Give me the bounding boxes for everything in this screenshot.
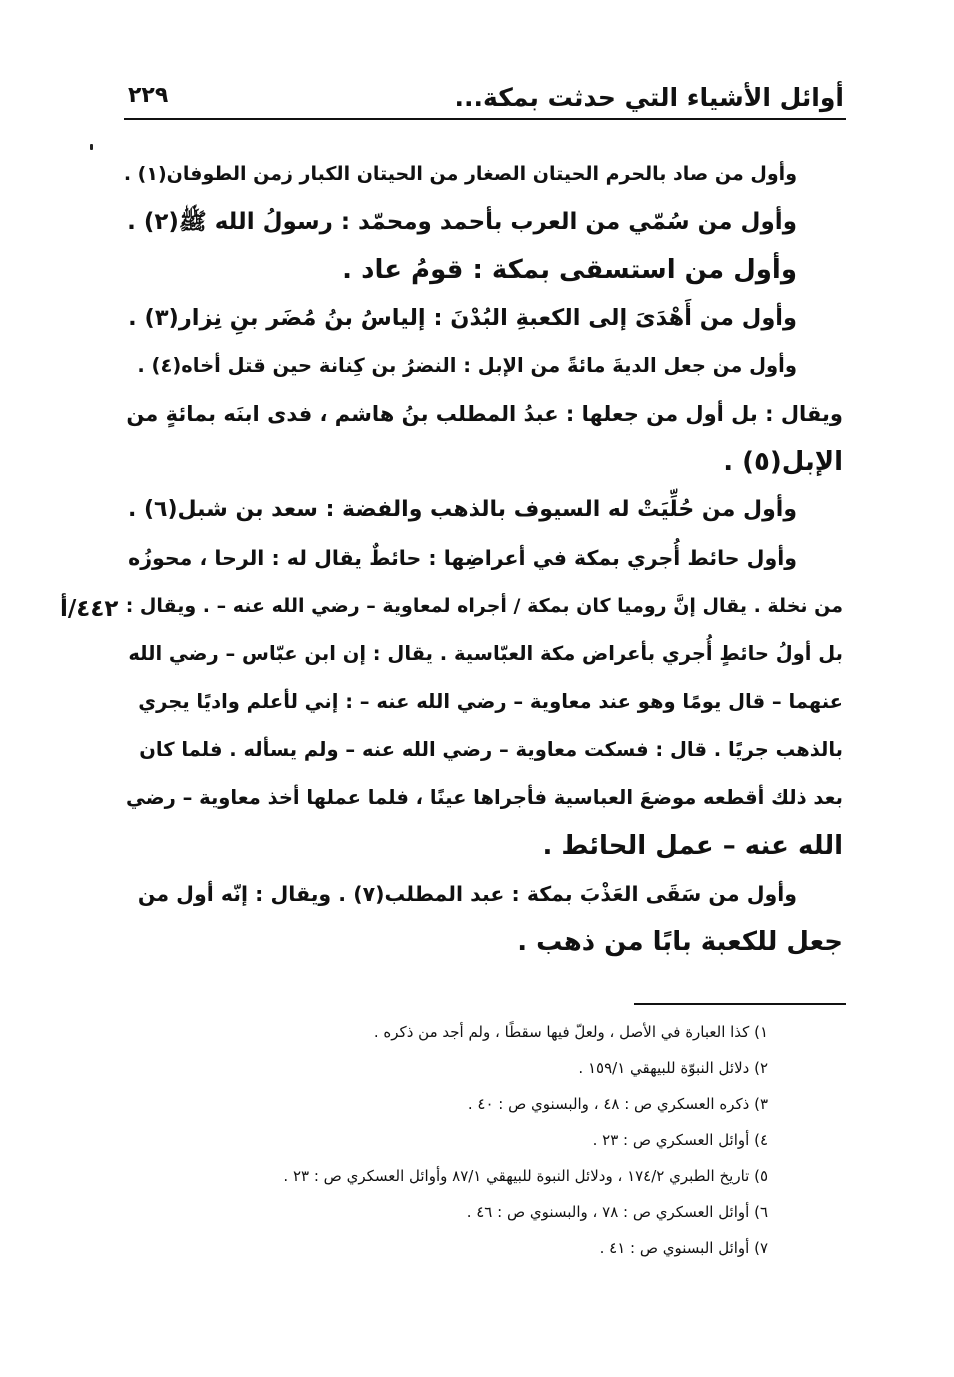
text-line: ويقال : بل أول من جعلها : عبدُ المطلب بنُ هاشم ، فدى ابنَه بمائةٍ من (126, 402, 843, 426)
footnote: ٢) دلائل النبوّة للبيهقي ١٥٩/١ . (578, 1059, 768, 1077)
running-header (124, 74, 846, 120)
running-title: أوائل الأشياء التي حدثت بمكة... (454, 83, 844, 112)
text-line: وأول من سَقَى العَذْبَ بمكة : عبد المطلب(٧) . ويقال : إنّه أول من (137, 882, 797, 906)
text-line: عنهما – قال يومًا وهو عند معاوية – رضي الله عنه – : إني لأعلم واديًا يجري (138, 690, 843, 713)
text-line: وأول من استسقى بمكة : قومُ عاد . (342, 255, 797, 285)
text-line: وأول حائط أُجري بمكة في أعراضِها : حائطٌ يقال له : الرحا ، محوزُه (128, 546, 797, 570)
footnotes (168, 1014, 768, 1266)
scan-speck (90, 144, 93, 150)
text-line: بالذهب جريًا . قال : فسكت معاوية – رضي الله عنه – ولم يسأله . فلما كان (139, 738, 843, 761)
text-line: جعل للكعبة بابًا من ذهب . (517, 927, 843, 957)
text-line: من نخلة . يقال إنَّ روميا كان بمكة / أجراه لمعاوية – رضي الله عنه – . ويقال : (125, 595, 843, 617)
footnote: ٥) تاريخ الطبري ١٧٤/٢ ، ودلائل النبوة للبيهقي ٨٧/١ وأوائل العسكري ص : ٢٣ . (283, 1167, 768, 1185)
text-line: الله عنه – عمل الحائط . (542, 831, 843, 861)
page-number: ٢٢٩ (128, 83, 169, 108)
footnote: ١) كذا العبارة في الأصل ، ولعلّ فيها سقطًا ، ولم أجد من ذكره . (373, 1023, 768, 1041)
footnote: ٧) أوائل البسنوي ص : ٤١ . (599, 1239, 768, 1257)
text-line: الإبل(٥) . (723, 447, 843, 477)
text-line: وأول من سُمّي من العرب بأحمد ومحمّد : رسولُ الله ﷺ(٢) . (127, 209, 797, 235)
footnote: ٣) ذكره العسكري ص : ٤٨ ، والبسنوي ص : ٤٠ . (467, 1095, 768, 1113)
text-line: وأول من أَهْدَىَ إلى الكعبةِ البُدْنَ : إلياسُ بنُ مُضَر بنِ نِزار(٣) . (128, 305, 797, 331)
text-line: بل أولُ حائطٍ أُجري بأعراض مكة العبّاسية . يقال : إن ابن عبّاس – رضي الله (128, 642, 843, 665)
text-line: وأول من حُلِّيَتْ له السيوف بالذهب والفضة : سعد بن شبل(٦) . (127, 497, 797, 522)
footnote: ٦) أوائل العسكري ص : ٧٨ ، والبسنوي ص : ٤٦ . (466, 1203, 768, 1221)
footnote-divider (634, 1003, 846, 1005)
manuscript-folio-note: ٤٤٢/أ (60, 596, 119, 622)
text-line: وأول من جعل الديةَ مائةً من الإبل : النضرُ بن كِنانة حين قتل أخاه(٤) . (137, 354, 797, 377)
text-line: وأول من صاد بالحرم الحيتان الصغار من الحيتان الكبار زمن الطوفان(١) . (123, 163, 797, 185)
main-text (125, 150, 843, 966)
text-line: بعد ذلك أقطعه موضعَ العباسية فأجراها عينًا ، فلما عملها أخذ معاوية – رضي (126, 786, 843, 809)
footnote: ٤) أوائل العسكري ص : ٢٣ . (592, 1131, 768, 1149)
